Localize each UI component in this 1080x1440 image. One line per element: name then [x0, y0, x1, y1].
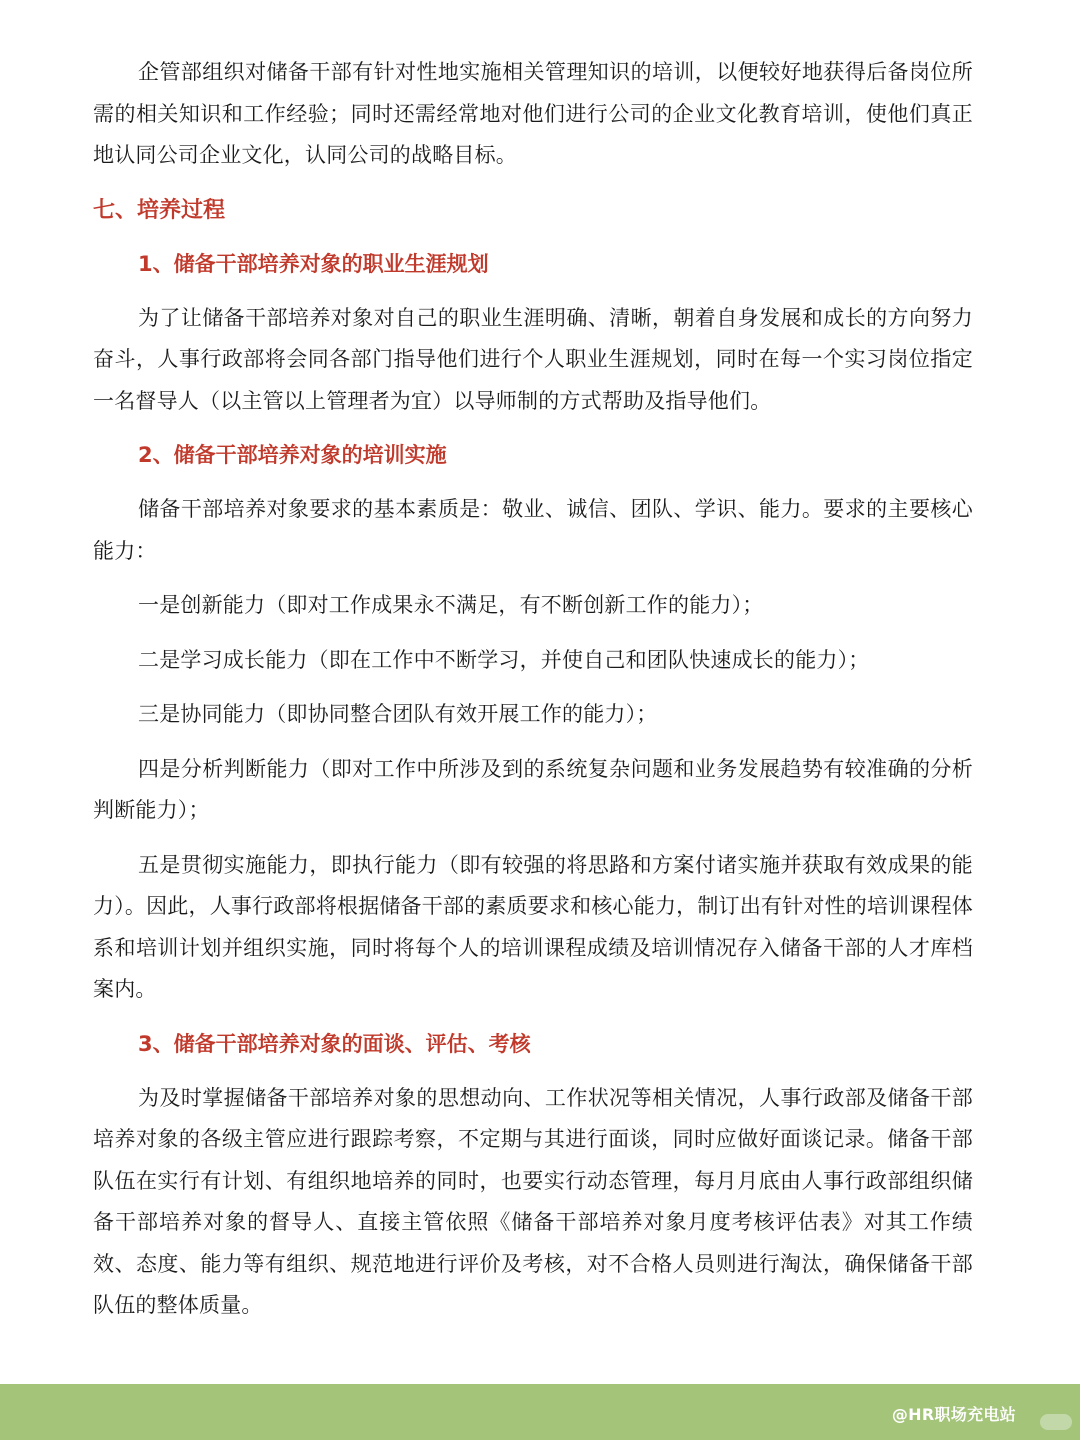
subsection-1-heading: 1、储备干部培养对象的职业生涯规划	[138, 251, 489, 276]
subsection-2-paragraph: 储备干部培养对象要求的基本素质是：敬业、诚信、团队、学识、能力。要求的主要核心能力：	[93, 497, 973, 563]
section-7-heading: 七、培养过程	[93, 197, 226, 223]
ability-item-3: 三是协同能力（即协同整合团队有效开展工作的能力）；	[138, 702, 658, 726]
subsection-3-heading: 3、储备干部培养对象的面谈、评估、考核	[138, 1031, 531, 1056]
corner-badge-icon	[1040, 1414, 1072, 1430]
subsection-3-paragraph: 为及时掌握储备干部培养对象的思想动向、工作状况等相关情况，人事行政部及储备干部培养对象的各级主管应进行跟踪考察，不定期与其进行面谈，同时应做好面谈记录。储备干部队伍在实行有计划、有组织地培养的同时，也要实行动态管理，每月月底由人事行政部组织储备干部培养对象的督导人、直接主管依照《储备干部培养对象月度考核评估表》对其工作绩效、态度、能力等有组织、规范地进行评价及考核，对不合格人员则进行淘汰，确保储备干部队伍的整体质量。	[93, 1085, 973, 1317]
subsection-1-paragraph: 为了让储备干部培养对象对自己的职业生涯明确、清晰，朝着自身发展和成长的方向努力奋斗，人事行政部将会同各部门指导他们进行个人职业生涯规划，同时在每一个实习岗位指定一名督导人（以主管以上管理者为宜）以导师制的方式帮助及指导他们。	[93, 305, 973, 413]
ability-item-1: 一是创新能力（即对工作成果永不满足，有不断创新工作的能力）；	[138, 593, 764, 617]
subsection-2-heading: 2、储备干部培养对象的培训实施	[138, 443, 447, 467]
ability-item-4: 四是分析判断能力（即对工作中所涉及到的系统复杂问题和业务发展趋势有较准确的分析判断能力）；	[93, 756, 973, 822]
ability-item-5: 五是贯彻实施能力，即执行能力（即有较强的将思路和方案付诸实施并获取有效成果的能力）。因此，人事行政部将根据储备干部的素质要求和核心能力，制订出有针对性的培训课程体系和培训计划并组织实施，同时将每个人的培训课程成绩及培训情况存入储备干部的人才库档案内。	[93, 852, 973, 1001]
footer-bar	[0, 1384, 1080, 1440]
ability-item-2: 二是学习成长能力（即在工作中不断学习，并使自己和团队快速成长的能力）；	[138, 647, 870, 672]
document-body	[93, 52, 973, 1340]
intro-paragraph: 企管部组织对储备干部有针对性地实施相关管理知识的培训，以便较好地获得后备岗位所需的相关知识和工作经验；同时还需经常地对他们进行公司的企业文化教育培训，使他们真正地认同公司企业文化，认同公司的战略目标。	[93, 60, 973, 167]
watermark-text: @HR职场充电站	[891, 1405, 1016, 1424]
